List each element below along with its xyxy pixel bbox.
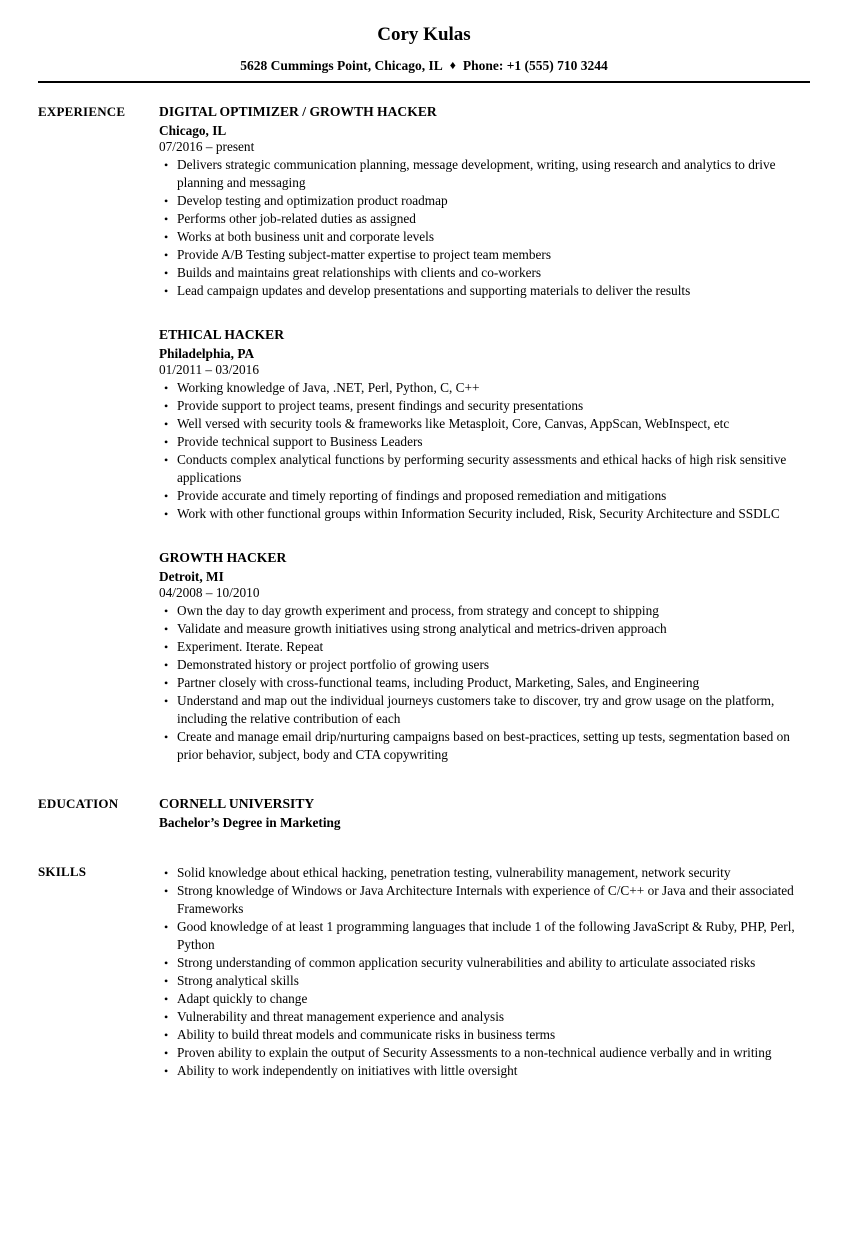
job-dates: 04/2008 – 10/2010 (159, 585, 260, 600)
bullet-item: • Experiment. Iterate. Repeat (159, 638, 810, 656)
job-location: Detroit, MI (159, 569, 224, 584)
bullet-item: • Own the day to day growth experiment and process, from strategy and concept to shipping (159, 602, 810, 620)
bullet-item: • Performs other job-related duties as assigned (159, 210, 810, 228)
skills-bullet-list (159, 864, 810, 1080)
bullet-item: • Provide accurate and timely reporting of findings and proposed remediation and mitigations (159, 487, 810, 505)
bullet-item: • Adapt quickly to change (159, 990, 810, 1008)
job-location: Chicago, IL (159, 123, 227, 138)
bullet-item: • Provide support to project teams, present findings and security presentations (159, 397, 810, 415)
experience-content (159, 102, 810, 764)
resume-header (38, 24, 810, 83)
bullet-item: • Builds and maintains great relationships with clients and co-workers (159, 264, 810, 282)
section-label-skills: SKILLS (38, 864, 87, 879)
contact-address: 5628 Cummings Point, Chicago, IL (240, 58, 443, 73)
bullet-item: • Works at both business unit and corporate levels (159, 228, 810, 246)
bullet-item: • Lead campaign updates and develop presentations and supporting materials to deliver the results (159, 282, 810, 300)
diamond-icon: ♦ (449, 58, 456, 72)
experience-section (38, 102, 810, 764)
bullet-item: • Strong knowledge of Windows or Java Architecture Internals with experience of C/C++ or Java and their associated Frameworks (159, 882, 810, 918)
job-entry-ethical-hacker (159, 325, 810, 523)
skills-content (159, 863, 810, 1080)
bullet-item: • Validate and measure growth initiatives using strong analytical and metrics-driven approach (159, 620, 810, 638)
bullet-item: • Understand and map out the individual journeys customers take to discover, try and grow usage on the platform, including the relative contribution of each (159, 692, 810, 728)
bullet-item: • Develop testing and optimization product roadmap (159, 192, 810, 210)
job-location: Philadelphia, PA (159, 346, 255, 361)
section-label-education: EDUCATION (38, 796, 119, 811)
job-title: ETHICAL HACKER (159, 327, 285, 342)
bullet-item: • Working knowledge of Java, .NET, Perl, Python, C, C++ (159, 379, 810, 397)
education-content (159, 794, 810, 833)
job-bullet-list (159, 379, 810, 523)
bullet-item: • Ability to work independently on initiatives with little oversight (159, 1062, 810, 1080)
bullet-item: • Good knowledge of at least 1 programming languages that include 1 of the following JavaScript & Ruby, PHP, Perl, Python (159, 918, 810, 954)
contact-line (38, 57, 810, 74)
job-title: GROWTH HACKER (159, 550, 287, 565)
bullet-item: • Demonstrated history or project portfolio of growing users (159, 656, 810, 674)
contact-phone: Phone: +1 (555) 710 3244 (462, 58, 608, 73)
resume-body (38, 102, 810, 1080)
job-entry-digital-optimizer (159, 102, 810, 300)
job-dates: 01/2011 – 03/2016 (159, 362, 259, 377)
bullet-item: • Solid knowledge about ethical hacking, penetration testing, vulnerability management, network security (159, 864, 810, 882)
education-section (38, 794, 810, 833)
job-bullet-list (159, 156, 810, 300)
bullet-item: • Create and manage email drip/nurturing campaigns based on best-practices, setting up tests, segmentation based on prior behavior, subject, body and CTA copywriting (159, 728, 810, 764)
skills-section (38, 863, 810, 1080)
bullet-item: • Strong analytical skills (159, 972, 810, 990)
degree-name: Bachelor’s Degree in Marketing (159, 815, 341, 830)
bullet-item: • Provide technical support to Business Leaders (159, 433, 810, 451)
bullet-item: • Vulnerability and threat management experience and analysis (159, 1008, 810, 1026)
job-entry-growth-hacker (159, 548, 810, 764)
bullet-item: • Proven ability to explain the output of Security Assessments to a non-technical audience verbally and in writing (159, 1044, 810, 1062)
bullet-item: • Strong understanding of common application security vulnerabilities and ability to articulate associated risks (159, 954, 810, 972)
bullet-item: • Partner closely with cross-functional teams, including Product, Marketing, Sales, and Engineering (159, 674, 810, 692)
header-divider (38, 81, 810, 83)
job-dates: 07/2016 – present (159, 139, 255, 154)
job-title: DIGITAL OPTIMIZER / GROWTH HACKER (159, 104, 437, 119)
school-name: CORNELL UNIVERSITY (159, 796, 315, 811)
bullet-item: • Conducts complex analytical functions by performing security assessments and ethical hacks of high risk sensitive applications (159, 451, 810, 487)
section-label-experience: EXPERIENCE (38, 104, 126, 119)
job-bullet-list (159, 602, 810, 764)
bullet-item: • Delivers strategic communication planning, message development, writing, using research and analytics to drive planning and messaging (159, 156, 810, 192)
bullet-item: • Provide A/B Testing subject-matter expertise to project team members (159, 246, 810, 264)
bullet-item: • Well versed with security tools & frameworks like Metasploit, Core, Canvas, AppScan, WebInspect, etc (159, 415, 810, 433)
bullet-item: • Work with other functional groups within Information Security included, Risk, Security Architecture and SSDLC (159, 505, 810, 523)
bullet-item: • Ability to build threat models and communicate risks in business terms (159, 1026, 810, 1044)
candidate-name: Cory Kulas (377, 24, 471, 45)
